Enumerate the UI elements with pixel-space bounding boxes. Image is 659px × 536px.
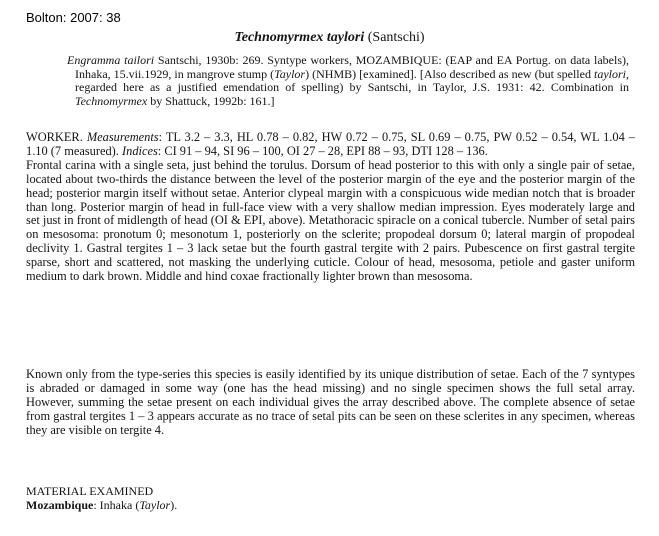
material-country: Mozambique xyxy=(26,498,94,512)
material-heading: MATERIAL EXAMINED xyxy=(26,484,154,498)
worker-description xyxy=(26,131,635,284)
material-examined xyxy=(26,484,635,512)
synonymy-text-2: ) (NHMB) [examined]. [Also described as new (but spelled xyxy=(305,66,595,81)
measurements-label: Measurements xyxy=(86,130,159,144)
material-locality: : Inhaka ( xyxy=(93,498,140,512)
synonymy-paragraph xyxy=(67,54,629,108)
synonymy-genus: Technomyrmex xyxy=(75,93,148,108)
material-end: ). xyxy=(170,498,178,512)
original-name: Engramma tailori xyxy=(67,53,155,67)
source-label: Bolton: 2007: 38 xyxy=(26,10,121,25)
synonymy-text-1: Santschi, 1930b: 269. Syntype workers, MOZAMBIQUE: (EAP and EA Portug. on data labels), Inhaka, 15.vii.1929, in mangrove stump ( xyxy=(75,53,630,81)
remarks-paragraph: Known only from the type-series this species is easily identified by its unique distribution of setae. Each of the 7 syntypes is abraded or damaged in some way (one has the head missing) and no single specimen shows the full setal array. However, summing the setae present on each individual gives the array described above. The complete absence of setae from gastral tergites 1 – 3 appears accurate as no trace of setal pits can be seen on these sclerites in any specimen, whereas they are visible on tergite 4. xyxy=(26,367,635,437)
synonymy-text-3: regarded here as a justified emendation of spelling) by Santschi, in Taylor, J.S. 1931: 42. Combination in xyxy=(75,80,629,95)
synonymy-text-4: by Shattuck, 1992b: 161.] xyxy=(147,93,275,108)
material-line xyxy=(26,498,635,512)
species-title xyxy=(0,30,659,46)
species-author: (Santschi) xyxy=(367,30,425,45)
species-name: Technomyrmex taylori xyxy=(234,30,365,45)
measurements-text: : TL 3.2 – 3.3, HL 0.78 – 0.82, HW 0.72 – 0.75, SL 0.69 – 0.75, PW 0.52 – 0.54, WL 1.04 – 1.10 (7 measured). xyxy=(26,130,635,158)
synonymy-collector: Taylor xyxy=(274,66,306,81)
synonymy-spelling: taylori, xyxy=(594,66,630,81)
worker-description-text: Frontal carina with a single seta, just behind the torulus. Dorsum of head posterior to this with only a single pair of setae, located about two-thirds the distance between the level of the posterior margin of the eye and the posterior margin of the head; posterior margin itself without setae. Anterior clypeal margin with a conspicuous wide median notch that is broader than long. Posterior margin of head in full-face view with a very shallow median impression. Eyes moderately large and set just in front of midlength of head (OI & EPI, above). Metathoracic spiracle on a conical tubercle. Number of setal pairs on mesosoma: pronotum 0; mesonotum 1, posteriorly on the sclerite; propodeal dorsum 0; lateral margin of propodeal declivity 1. Gastral tergites 1 – 3 lack setae but the fourth gastral tergite with 2 pairs. Pubescence on first gastral tergite sparse, short and scattered, not masking the underlying cuticle. Colour of head, mesosoma, petiole and gaster uniform medium to dark brown. Middle and hind coxae fractionally lighter brown than mesosoma. xyxy=(26,157,635,284)
indices-text: : CI 91 – 94, SI 96 – 100, OI 27 – 28, EPI 88 – 93, DTI 128 – 136. xyxy=(157,143,488,158)
indices-label: Indices xyxy=(122,143,158,158)
worker-heading: WORKER. xyxy=(26,130,87,144)
material-collector: Taylor xyxy=(139,498,171,512)
